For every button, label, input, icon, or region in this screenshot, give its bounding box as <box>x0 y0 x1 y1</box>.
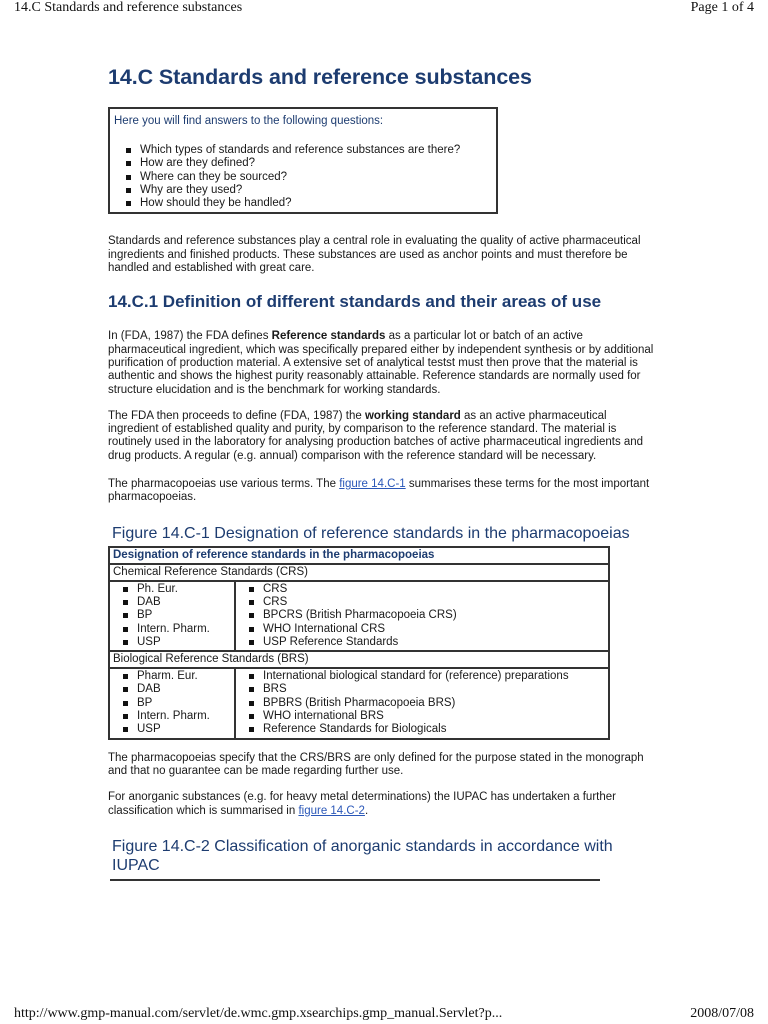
figure-14c2-link[interactable]: figure 14.C-2 <box>298 804 365 817</box>
term-reference-standards: Reference standards <box>271 330 386 343</box>
list-item: BPCRS (British Pharmacopoeia CRS) <box>263 609 605 622</box>
list-item: WHO International CRS <box>263 623 605 636</box>
section-heading-14c1: 14.C.1 Definition of different standards and their areas of use <box>108 292 602 312</box>
question-item: Where can they be sourced? <box>140 171 496 184</box>
working-standard-paragraph <box>108 410 656 463</box>
list-item: BRS <box>263 683 605 696</box>
list-item: USP <box>137 723 231 736</box>
list-item: USP Reference Standards <box>263 636 605 649</box>
crs-designation-cell <box>235 581 609 651</box>
intro-paragraph: Standards and reference substances play a central role in evaluating the quality of active pharmaceutical ingredients and finished products. These substances are used as anchor points and must therefore be handled and established with great care. <box>108 235 641 275</box>
crs-label: Chemical Reference Standards (CRS) <box>109 564 609 581</box>
paragraph-text: as an active pharmaceutical ingredient of established quality and purity, by comparison to the reference standard. The material is routinely used in the laboratory for analysing production batches of active pharmaceutical ingredients and drug products. A regular (e.g. annual) comparison with the reference standard will be necessary. <box>108 409 644 462</box>
figure-2-title: Figure 14.C-2 Classification of anorganic standards in accordance with IUPAC <box>112 837 613 874</box>
list-item: Pharm. Eur. <box>137 670 231 683</box>
table-header: Designation of reference standards in the pharmacopoeias <box>109 547 609 564</box>
questions-intro: Here you will find answers to the following questions: <box>114 115 384 127</box>
list-item: CRS <box>263 583 605 596</box>
list-item: DAB <box>137 683 231 696</box>
crs-brs-paragraph: The pharmacopoeias specify that the CRS/BRS are only defined for the purpose stated in the monograph and that no guarantee can be made regarding further use. <box>108 751 644 777</box>
page-title: 14.C Standards and reference substances <box>108 65 532 89</box>
question-item: How are they defined? <box>140 157 496 170</box>
brs-designation-cell <box>235 668 609 738</box>
print-footer <box>0 1006 768 1024</box>
paragraph-text: as a particular lot or batch of an active pharmaceutical ingredient, which was specifically prepared either by independent synthesis or by additional purification of production material. A extensive set of analytical testst must then prove that the material is authentic and shows the highest purity reasonably attainable. Reference standards are normally used for structure elucidation and is the benchmark for working standards. <box>108 330 654 396</box>
figure-1-title: Figure 14.C-1 Designation of reference standards in the pharmacopoeias <box>112 524 630 542</box>
print-footer-date: 2008/07/08 <box>690 1006 754 1021</box>
print-header-title: 14.C Standards and reference substances <box>14 0 243 15</box>
question-item: Which types of standards and reference substances are there? <box>140 144 496 157</box>
table-row <box>109 668 609 738</box>
table-row <box>109 547 609 564</box>
list-item: Reference Standards for Biologicals <box>263 723 605 736</box>
list-item: WHO international BRS <box>263 710 605 723</box>
list-item: BPBRS (British Pharmacopoeia BRS) <box>263 697 605 710</box>
paragraph-text: The pharmacopoeias use various terms. The <box>108 478 340 491</box>
question-item: How should they be handled? <box>140 197 496 210</box>
reference-standard-paragraph <box>108 330 656 396</box>
paragraph-text: . <box>364 804 369 817</box>
list-item: BP <box>137 609 231 622</box>
brs-label: Biological Reference Standards (BRS) <box>109 651 609 668</box>
figure-14c1-link[interactable]: figure 14.C-1 <box>339 478 406 491</box>
print-header-page-info: Page 1 of 4 <box>690 0 754 15</box>
list-item: CRS <box>263 596 605 609</box>
print-header <box>0 0 768 18</box>
paragraph-text: summarises these terms for the most important pharmacopoeias. <box>108 478 650 504</box>
table-row <box>109 581 609 651</box>
paragraph-text: The FDA then proceeds to define (FDA, 1987) the <box>108 409 365 422</box>
list-item: USP <box>137 636 231 649</box>
crs-pharmacopoeia-cell <box>109 581 235 651</box>
list-item: Intern. Pharm. <box>137 623 231 636</box>
pharmacopoeias-paragraph <box>108 478 656 505</box>
term-working-standard: working standard <box>364 409 461 422</box>
print-footer-url: http://www.gmp-manual.com/servlet/de.wmc.gmp.xsearchips.gmp_manual.Servlet?p... <box>14 1006 503 1021</box>
designation-table <box>108 546 610 740</box>
table-row <box>109 651 609 668</box>
document-body <box>108 62 656 881</box>
paragraph-text: For anorganic substances (e.g. for heavy metal determinations) the IUPAC has undertaken a further classification which is summarised in <box>108 791 616 817</box>
anorganic-paragraph <box>108 791 656 818</box>
list-item: BP <box>137 697 231 710</box>
figure-2-table-top-border <box>110 879 600 881</box>
table-row <box>109 564 609 581</box>
questions-box <box>108 107 498 214</box>
list-item: International biological standard for (reference) preparations <box>263 670 605 683</box>
brs-pharmacopoeia-cell <box>109 668 235 738</box>
list-item: Ph. Eur. <box>137 583 231 596</box>
list-item: Intern. Pharm. <box>137 710 231 723</box>
question-item: Why are they used? <box>140 184 496 197</box>
questions-list <box>114 144 496 210</box>
list-item: DAB <box>137 596 231 609</box>
paragraph-text: In (FDA, 1987) the FDA defines <box>108 330 272 343</box>
